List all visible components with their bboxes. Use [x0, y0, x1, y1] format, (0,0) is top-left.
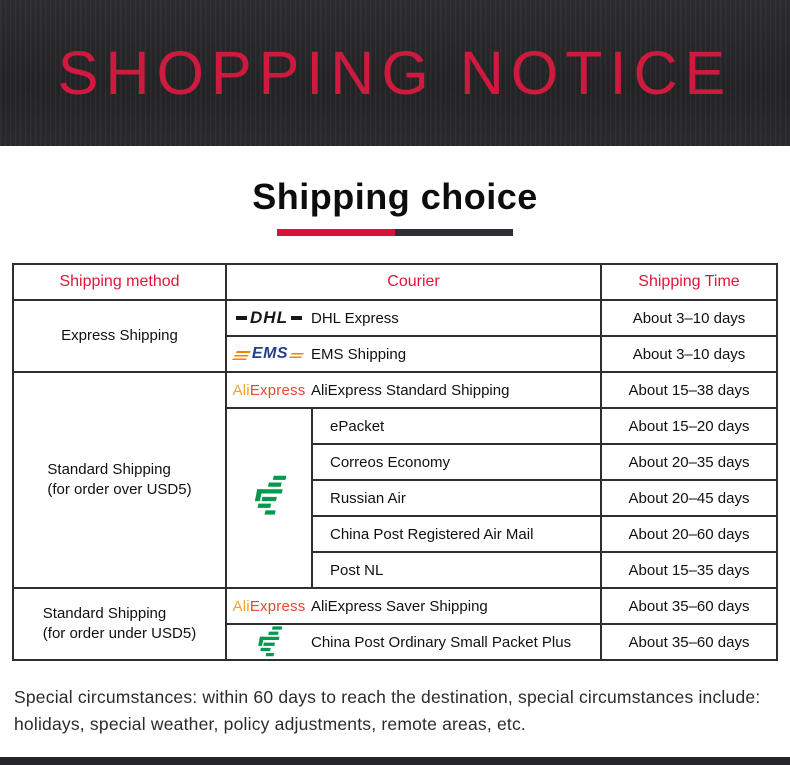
courier-name: China Post Ordinary Small Packet Plus	[311, 633, 572, 651]
courier-cell	[226, 372, 601, 408]
shipping-time: About 15–35 days	[601, 552, 777, 588]
shipping-time: About 20–60 days	[601, 516, 777, 552]
courier-name: Correos Economy	[312, 444, 601, 480]
courier-name: Post NL	[312, 552, 601, 588]
shipping-table	[12, 263, 778, 661]
title-underline	[277, 229, 513, 236]
method-label: Standard Shipping	[42, 604, 167, 622]
shipping-time: About 15–20 days	[601, 408, 777, 444]
aliexpress-logo-suffix: Express	[249, 597, 306, 615]
shipping-time: About 35–60 days	[601, 624, 777, 660]
aliexpress-logo-prefix: Ali	[232, 381, 250, 399]
method-sublabel: (for order under USD5)	[42, 625, 197, 642]
method-cell-standard-over	[13, 372, 226, 588]
china-post-logo-icon	[226, 408, 312, 588]
special-circumstances-note: Special circumstances: within 60 days to reach the destination, special circumstances include: holidays, special weather, policy adjustments, remote areas, etc.	[14, 687, 761, 735]
bottom-bar	[0, 757, 790, 765]
table-row	[13, 300, 777, 336]
shipping-time: About 3–10 days	[601, 336, 777, 372]
banner-title: SHOPPING NOTICE	[57, 39, 733, 107]
method-cell-express	[13, 300, 226, 372]
table-row	[13, 372, 777, 408]
courier-cell	[226, 588, 601, 624]
method-sublabel: (for order over USD5)	[47, 481, 192, 498]
header-shipping-time: Shipping Time	[601, 264, 777, 300]
courier-cell	[226, 336, 601, 372]
courier-name: Russian Air	[312, 480, 601, 516]
ems-logo-icon	[227, 345, 311, 363]
underline-red-segment	[277, 229, 395, 236]
dhl-dash-right-icon	[291, 316, 302, 320]
china-post-logo-icon	[227, 625, 311, 659]
shipping-time: About 3–10 days	[601, 300, 777, 336]
aliexpress-logo-suffix: Express	[249, 381, 306, 399]
courier-name: EMS Shipping	[311, 345, 407, 363]
courier-cell	[226, 300, 601, 336]
method-label: Express Shipping	[61, 326, 178, 344]
courier-cell	[226, 624, 601, 660]
table-row	[13, 588, 777, 624]
header-shipping-method: Shipping method	[13, 264, 226, 300]
header-courier: Courier	[226, 264, 601, 300]
method-cell-standard-under	[13, 588, 226, 660]
shipping-time: About 35–60 days	[601, 588, 777, 624]
method-label: Standard Shipping	[47, 460, 171, 478]
ems-stripes-left-icon	[232, 349, 252, 360]
courier-name: ePacket	[312, 408, 601, 444]
table-header-row	[13, 264, 777, 300]
aliexpress-logo	[227, 598, 311, 615]
underline-dark-segment	[395, 229, 513, 236]
dhl-logo-icon	[227, 308, 311, 328]
shipping-time: About 20–35 days	[601, 444, 777, 480]
ems-stripes-right-icon	[289, 351, 305, 358]
courier-name: AliExpress Standard Shipping	[311, 381, 510, 399]
dhl-logo-text: DHL	[250, 308, 288, 327]
section-title: Shipping choice	[252, 176, 538, 217]
courier-name: China Post Registered Air Mail	[312, 516, 601, 552]
shipping-time: About 20–45 days	[601, 480, 777, 516]
dhl-dash-left-icon	[236, 316, 247, 320]
shipping-time: About 15–38 days	[601, 372, 777, 408]
aliexpress-logo	[227, 382, 311, 399]
aliexpress-logo-prefix: Ali	[232, 597, 250, 615]
courier-name: DHL Express	[311, 309, 399, 327]
courier-name: AliExpress Saver Shipping	[311, 597, 488, 615]
shopping-notice-banner	[0, 0, 790, 146]
ems-logo-text: EMS	[251, 345, 289, 362]
